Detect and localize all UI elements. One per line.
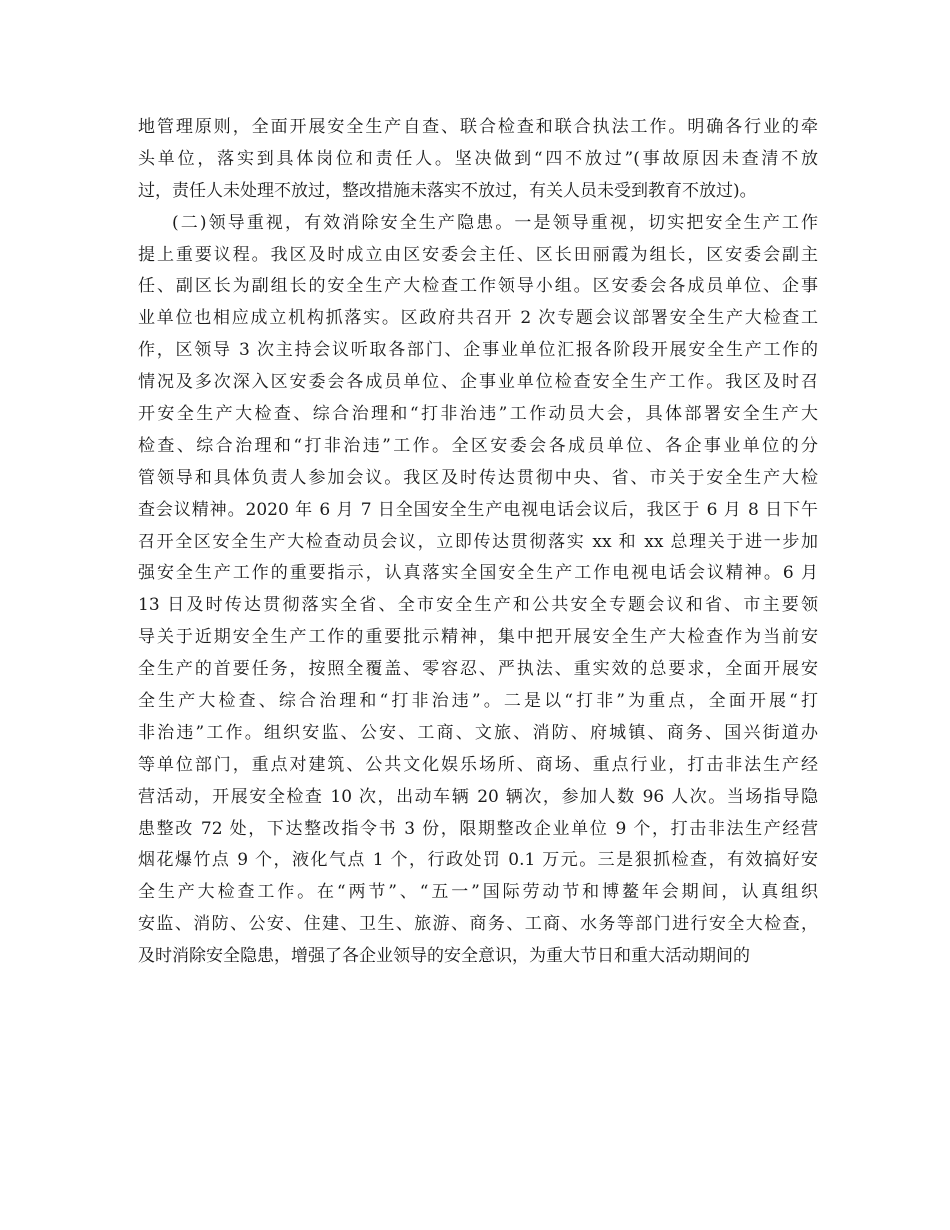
text-line: 全生产的首要任务，按照全覆盖、零容忍、严执法、重实效的总要求，全面开展安	[138, 659, 818, 680]
text-line: 开安全生产大检查、综合治理和“打非治违”工作动员大会，具体部署安全生产大	[138, 404, 818, 425]
text-line: 营活动，开展安全检查 10 次，出动车辆 20 辆次，参加人数 96 人次。当场指导隐	[138, 786, 818, 807]
text-line: 过，责任人未处理不放过，整改措施未落实不放过，有关人员未受到教育不放过)。	[138, 180, 757, 201]
text-line: 提上重要议程。我区及时成立由区安委会主任、区长田丽霞为组长，区安委会副主	[138, 244, 818, 265]
text-line: 任、副区长为副组长的安全生产大检查工作领导小组。区安委会各成员单位、企事	[138, 276, 818, 297]
text-line: 业单位也相应成立机构抓落实。区政府共召开 2 次专题会议部署安全生产大检查工	[138, 308, 818, 329]
body-text	[138, 112, 818, 973]
text-line: 非治违”工作。组织安监、公安、工商、文旅、消防、府城镇、商务、国兴街道办	[138, 722, 818, 743]
text-line: 管领导和具体负责人参加会议。我区及时传达贯彻中央、省、市关于安全生产大检	[138, 467, 818, 488]
paragraph-first-line: (二)领导重视，有效消除安全生产隐患。一是领导重视，切实把安全生产工作	[172, 212, 818, 233]
text-line: 查会议精神。2020 年 6 月 7 日全国安全生产电视电话会议后，我区于 6 月 8 日下午	[138, 499, 818, 520]
text-line: 检查、综合治理和“打非治违”工作。全区安委会各成员单位、各企事业单位的分	[138, 435, 818, 456]
text-line: 患整改 72 处，下达整改指令书 3 份，限期整改企业单位 9 个，打击非法生产经营	[138, 818, 818, 839]
text-line: 强安全生产工作的重要指示，认真落实全国安全生产工作电视电话会议精神。6 月	[138, 563, 818, 584]
text-line: 烟花爆竹点 9 个，液化气点 1 个，行政处罚 0.1 万元。三是狠抓检查，有效搞好安	[138, 850, 818, 871]
text-line: 地管理原则，全面开展安全生产自查、联合检查和联合执法工作。明确各行业的牵	[138, 117, 818, 137]
text-line: 安监、消防、公安、住建、卫生、旅游、商务、工商、水务等部门进行安全大检查，	[138, 914, 818, 935]
text-line: 作，区领导 3 次主持会议听取各部门、企事业单位汇报各阶段开展安全生产工作的	[138, 340, 818, 361]
text-line: 情况及多次深入区安委会各成员单位、企事业单位检查安全生产工作。我区及时召	[138, 372, 818, 393]
text-line: 及时消除安全隐患，增强了各企业领导的安全意识，为重大节日和重大活动期间的	[138, 946, 750, 967]
text-line: 全生产大检查工作。在“两节”、“五一”国际劳动节和博鳌年会期间，认真组织	[138, 882, 818, 903]
text-line: 等单位部门，重点对建筑、公共文化娱乐场所、商场、重点行业，打击非法生产经	[138, 754, 818, 775]
text-line: 全生产大检查、综合治理和“打非治违”。二是以“打非”为重点，全面开展“打	[138, 691, 818, 712]
text-line: 召开全区安全生产大检查动员会议，立即传达贯彻落实 xx 和 xx 总理关于进一步加	[138, 531, 818, 552]
text-line: 头单位，落实到具体岗位和责任人。坚决做到“四不放过”(事故原因未查清不放	[138, 148, 818, 169]
text-line: 导关于近期安全生产工作的重要批示精神，集中把开展安全生产大检查作为当前安	[138, 627, 818, 648]
text-line: 13 日及时传达贯彻落实全省、全市安全生产和公共安全专题会议和省、市主要领	[138, 595, 818, 616]
